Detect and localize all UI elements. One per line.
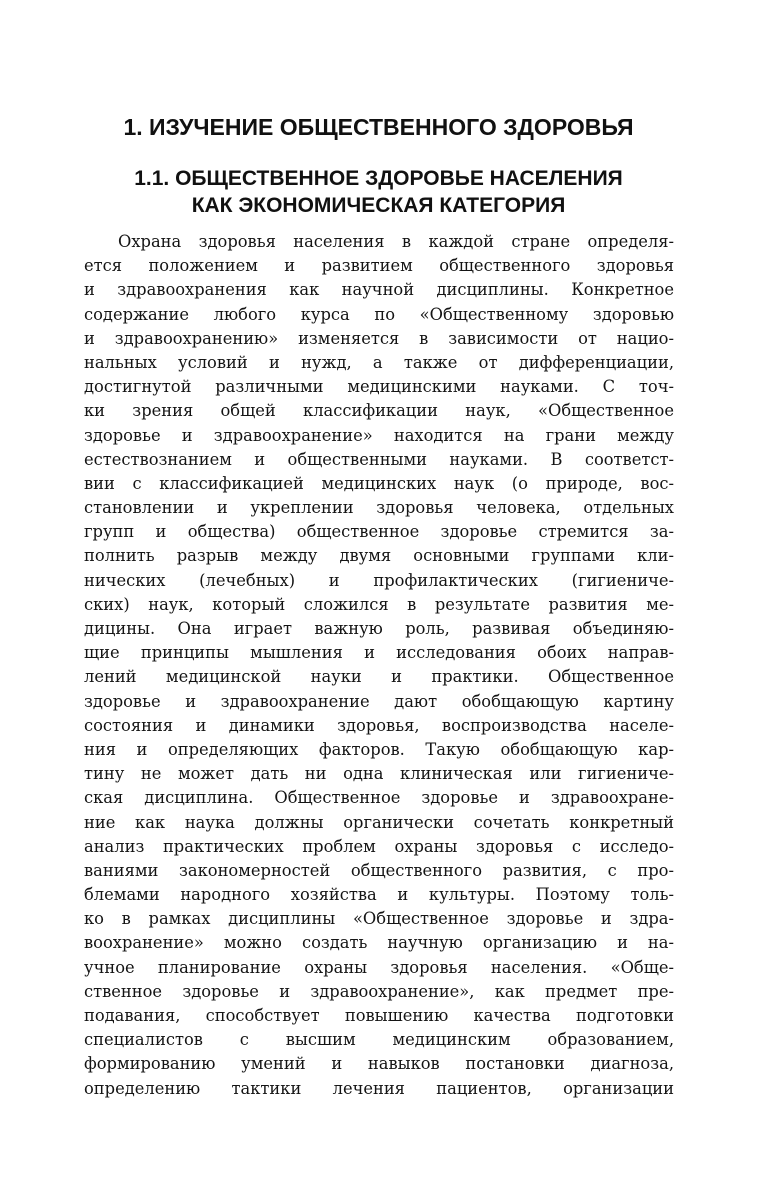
text-line: дицины. Она играет важную роль, развивая объединяю-	[84, 619, 674, 638]
text-line: содержание любого курса по «Общественному здоровью	[84, 304, 674, 324]
text-line: учное планирование охраны здоровья населения. «Обще-	[84, 957, 674, 977]
section-title-line: КАК ЭКОНОМИЧЕСКАЯ КАТЕГОРИЯ	[191, 194, 566, 217]
text-line: подавания, способствует повышению качества подготовки	[84, 1006, 674, 1025]
text-line: определению тактики лечения пациентов, организации	[84, 1078, 674, 1098]
text-line: естествознанием и общественными науками. В соответст-	[84, 449, 674, 469]
text-line: ваниями закономерностей общественного развития, с про-	[84, 860, 674, 880]
text-line: групп и общества) общественное здоровье стремится за-	[84, 522, 674, 542]
text-line: ских) наук, который сложился в результате развития ме-	[84, 594, 674, 614]
text-line: формированию умений и навыков постановки диагноза,	[84, 1054, 674, 1074]
text-line: ется положением и развитием общественного здоровья	[84, 256, 674, 276]
text-line: тину не может дать ни одна клиническая или гигиениче-	[84, 764, 674, 784]
text-line: достигнутой различными медицинскими науками. С точ-	[84, 377, 674, 397]
text-line: анализ практических проблем охраны здоровья с исследо-	[84, 836, 674, 856]
text-line: здоровье и здравоохранение дают обобщающую картину	[84, 691, 674, 711]
text-line: ко в рамках дисциплины «Общественное здоровье и здра-	[84, 909, 674, 929]
text-line: и здравоохранению» изменяется в зависимости от нацио-	[84, 328, 674, 348]
text-line: щие принципы мышления и исследования обоих направ-	[84, 643, 674, 663]
text-line: становлении и укреплении здоровья человека, отдельных	[84, 498, 674, 518]
text-line: состояния и динамики здоровья, воспроизводства населе-	[84, 715, 674, 735]
text-line: нальных условий и нужд, а также от дифференциации,	[84, 352, 674, 372]
text-line: Охрана здоровья населения в каждой стране определя-	[118, 232, 674, 251]
text-line: ние как наука должны органически сочетать конкретный	[84, 812, 674, 832]
text-line: нических (лечебных) и профилактических (гигиениче-	[84, 570, 674, 590]
body-text	[84, 230, 674, 1101]
text-line: блемами народного хозяйства и культуры. Поэтому толь-	[84, 885, 674, 905]
text-line: ния и определяющих факторов. Такую обобщающую кар-	[84, 739, 674, 759]
text-line: лений медицинской науки и практики. Общественное	[84, 667, 674, 687]
text-line: ки зрения общей классификации наук, «Общественное	[84, 401, 674, 421]
chapter-title: 1. ИЗУЧЕНИЕ ОБЩЕСТВЕННОГО ЗДОРОВЬЯ	[123, 114, 634, 140]
text-line: ственное здоровье и здравоохранение», как предмет пре-	[84, 981, 674, 1001]
text-line: здоровье и здравоохранение» находится на грани между	[84, 425, 674, 445]
text-line: воохранение» можно создать научную организацию и на-	[84, 933, 674, 953]
section-title	[0, 165, 757, 219]
text-line: вии с классификацией медицинских наук (о природе, вос-	[84, 473, 674, 493]
text-line: и здравоохранения как научной дисциплины. Конкретное	[84, 280, 674, 300]
section-title-line: 1.1. ОБЩЕСТВЕННОЕ ЗДОРОВЬЕ НАСЕЛЕНИЯ	[134, 167, 623, 190]
text-line: полнить разрыв между двумя основными группами кли-	[84, 546, 674, 566]
text-line: ская дисциплина. Общественное здоровье и здравоохране-	[84, 788, 674, 808]
text-line: специалистов с высшим медицинским образованием,	[84, 1030, 674, 1050]
